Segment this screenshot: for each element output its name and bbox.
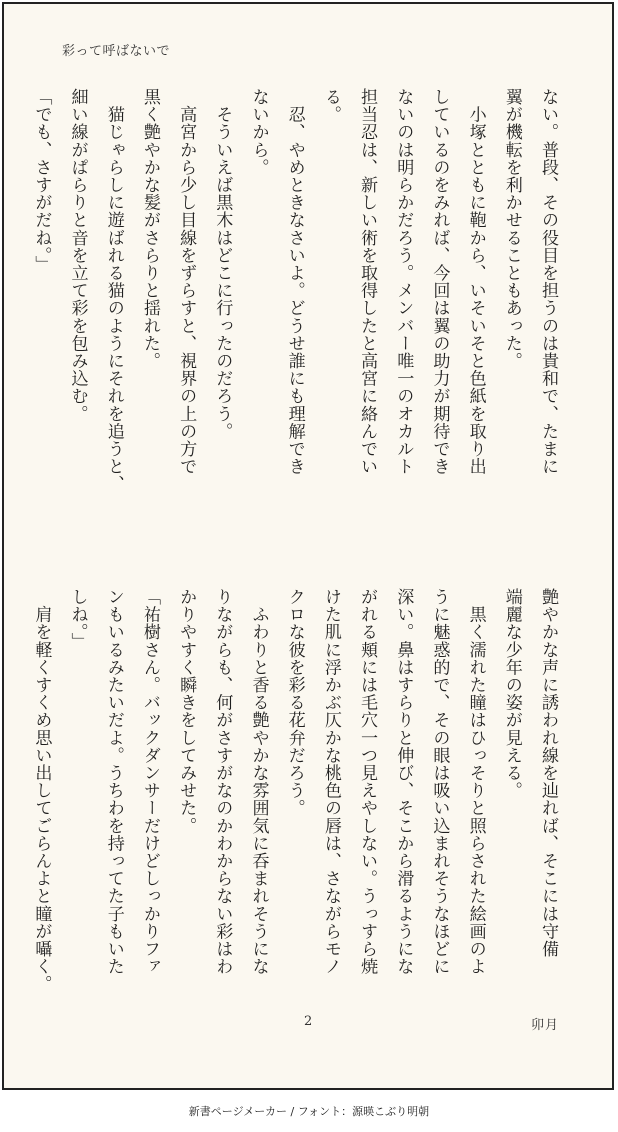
text-line: 細い線がぱらりと音を立て彩を包み込む。 — [67, 88, 88, 423]
lower-text-tier — [31, 588, 566, 1044]
text-line: 猫じゃらしに遊ばれる猫のようにそれを追うと、 — [103, 88, 124, 493]
text-line: 黒く濡れた瞳はひっそりと照らされた絵画のよ — [465, 588, 486, 976]
text-line: そういえば黒木はどこに行ったのだろう。 — [212, 88, 233, 440]
text-line: 黒く艶やかな髪がさらりと揺れた。 — [139, 88, 160, 370]
text-line: 艶やかな声に誘われ線を辿れば、そこには守備 — [538, 588, 558, 958]
text-line: けた肌に浮かぶ仄かな桃色の唇は、さながらモノ — [320, 588, 341, 976]
text-line: 担当忍は、新しい術を取得したと高宮に絡んでい — [357, 88, 378, 476]
book-page — [2, 2, 614, 1090]
running-title: 彩って呼ばないで — [62, 44, 171, 59]
text-line: 翼が機転を利かせることもあった。 — [501, 88, 522, 370]
text-line: ふわりと香る艶やかな雰囲気に呑まれそうにな — [248, 588, 269, 976]
text-line: 小塚とともに鞄から、いそいそと色紙を取り出 — [465, 88, 486, 476]
text-line: る。 — [320, 88, 341, 124]
text-line: りながらも、何がさすがなのかわからない彩はわ — [212, 588, 233, 976]
text-line: 「でも、さすがだね。」 — [31, 88, 52, 274]
page-number: 2 — [304, 1014, 313, 1029]
text-line: 深い。鼻はすらりと伸び、そこから滑るようにな — [393, 588, 414, 976]
text-line: 忍、やめときなさいよ。どうせ誰にも理解でき — [284, 88, 305, 476]
text-line: 肩を軽くすくめ思い出してごらんよと瞳が囁く。 — [31, 588, 52, 993]
text-line: 端麗な少年の姿が見える。 — [501, 588, 522, 800]
text-line: ンもいるみたいだよ。うちわを持ってた子もいた — [103, 588, 124, 976]
text-line: ないから。 — [248, 88, 269, 176]
text-line: クロな彼を彩る花弁だろう。 — [284, 588, 305, 817]
text-line: かりやすく瞬きをしてみせた。 — [176, 588, 197, 835]
text-line: がれる頬には毛穴一つ見えやしない。うっすら焼 — [357, 588, 378, 976]
text-line: ない。普段、その役目を担うのは貴和で、たまに — [538, 88, 558, 476]
text-line: 「祐樹さん。バックダンサーだけどしっかりファ — [139, 588, 160, 976]
upper-text-tier — [31, 88, 566, 544]
generator-credit: 新書ページメーカー / フォント：源暎こぶり明朝 — [188, 1105, 430, 1118]
text-line: 高宮から少し目線をずらすと、視界の上の方で — [176, 88, 197, 476]
text-line: しているのをみれば、今回は翼の助力が期待でき — [429, 88, 450, 476]
text-line: うに魅惑的で、その眼は吸い込まれそうなほどに — [429, 588, 450, 976]
author-name: 卯月 — [531, 1018, 560, 1033]
text-line: しね。」 — [67, 588, 88, 650]
text-line: ないのは明らかだろう。メンバー唯一のオカルト — [393, 88, 414, 476]
